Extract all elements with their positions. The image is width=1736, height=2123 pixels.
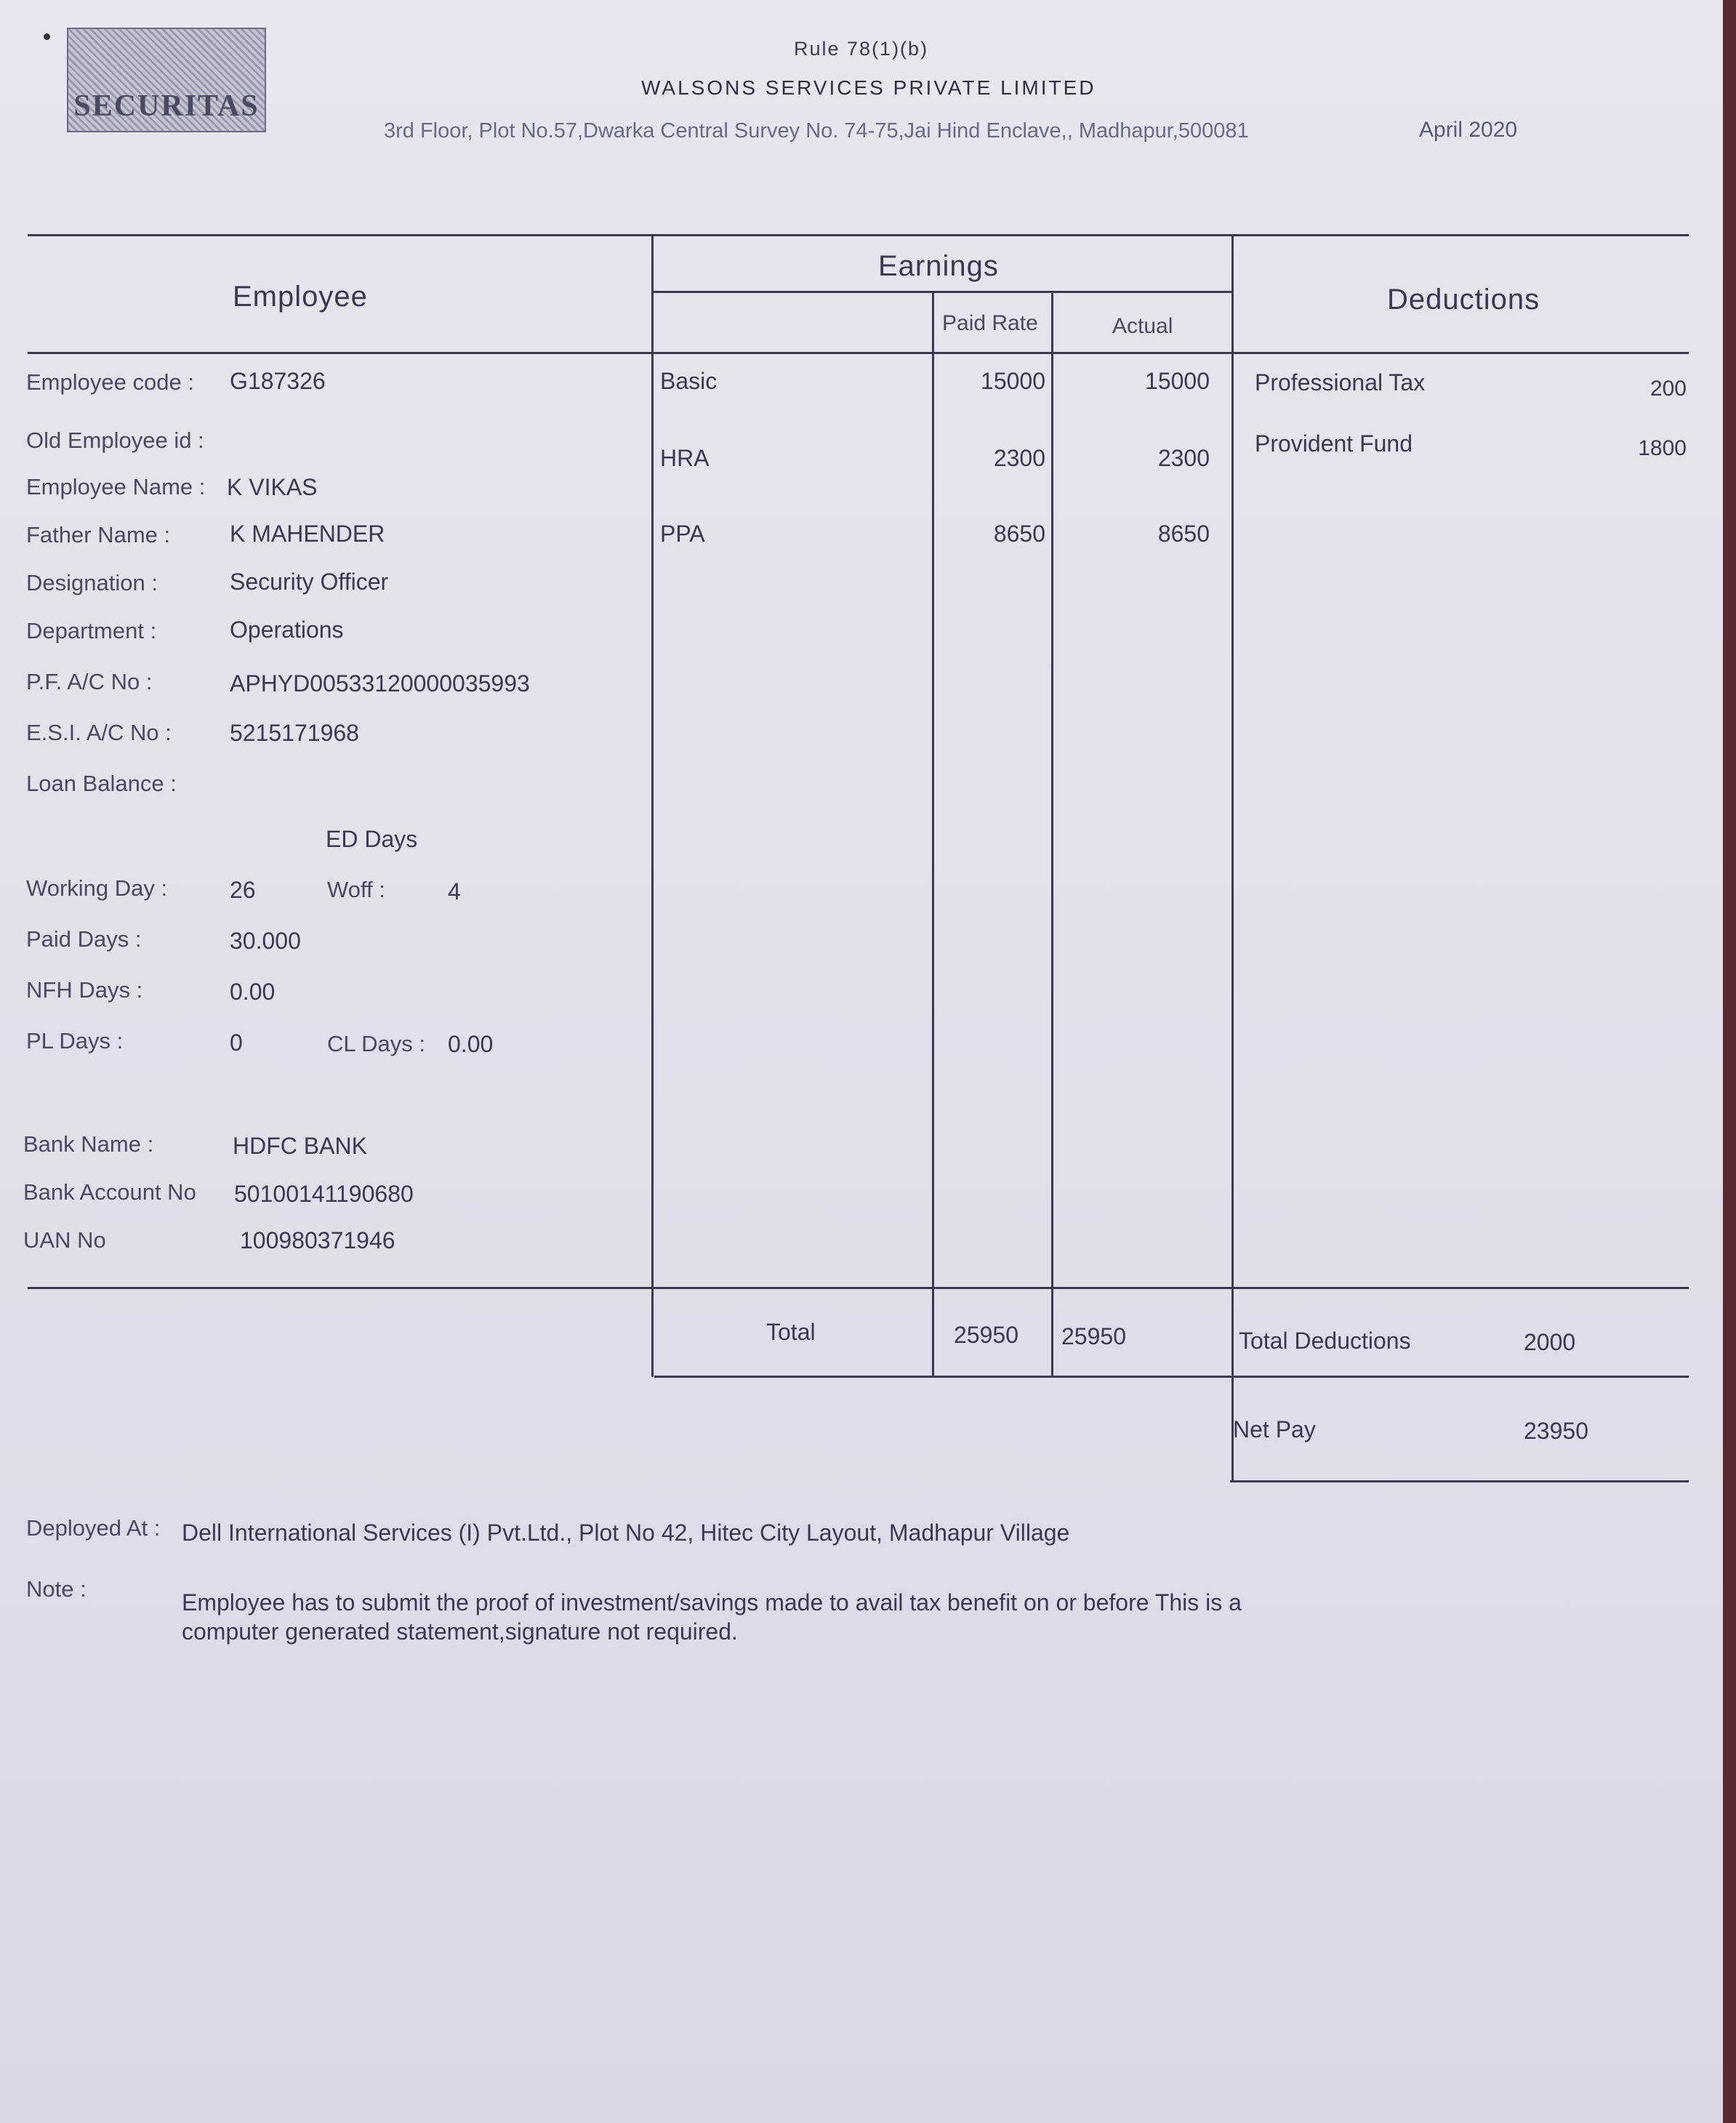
bank-name-value: HDFC BANK <box>233 1133 367 1159</box>
bank-account-label: Bank Account No <box>23 1179 196 1205</box>
esi-account-label: E.S.I. A/C No : <box>26 720 172 745</box>
bullet-mark <box>44 33 50 40</box>
earning-rate-ppa: 8650 <box>993 521 1045 547</box>
total-paid-rate: 25950 <box>954 1322 1018 1348</box>
working-day-label: Working Day : <box>26 875 168 901</box>
father-name-value: K MAHENDER <box>230 521 385 547</box>
earnings-deductions-divider <box>1231 234 1234 1482</box>
cl-days-label: CL Days : <box>327 1031 425 1056</box>
securitas-logo <box>67 28 266 132</box>
total-actual: 25950 <box>1061 1323 1126 1349</box>
rate-actual-divider <box>1051 291 1053 1377</box>
pay-period: April 2020 <box>1419 118 1518 142</box>
employee-earnings-divider <box>651 234 654 1377</box>
table-top-border <box>28 234 1689 236</box>
old-employee-id-label: Old Employee id : <box>26 428 204 453</box>
esi-account-value: 5215171968 <box>230 720 359 746</box>
note-line-2: computer generated statement,signature not required. <box>182 1618 738 1645</box>
label-rate-divider <box>932 291 934 1377</box>
actual-header: Actual <box>1112 314 1173 338</box>
deductions-column-header: Deductions <box>1387 284 1540 316</box>
woff-label: Woff : <box>327 877 385 902</box>
designation-label: Designation : <box>26 570 158 595</box>
paid-days-label: Paid Days : <box>26 926 142 952</box>
net-pay-value: 23950 <box>1524 1418 1588 1444</box>
employee-name-value: K VIKAS <box>227 474 318 500</box>
working-day-value: 26 <box>230 877 256 903</box>
total-deductions-value: 2000 <box>1524 1329 1576 1355</box>
bank-name-label: Bank Name : <box>23 1131 154 1157</box>
earning-rate-basic: 15000 <box>981 368 1045 394</box>
logo-text: SECURITAS <box>73 89 260 123</box>
company-address: 3rd Floor, Plot No.57,Dwarka Central Survey No. 74-75,Jai Hind Enclave,, Madhapur,500081 <box>384 119 1249 143</box>
pl-days-value: 0 <box>230 1030 243 1056</box>
totals-bottom-border <box>654 1376 1689 1378</box>
note-line-1: Employee has to submit the proof of investment/savings made to avail tax benefit on or before This is a <box>182 1589 1242 1616</box>
earning-rate-hra: 2300 <box>993 445 1045 471</box>
earnings-column-header: Earnings <box>878 250 999 282</box>
employee-column-header: Employee <box>233 281 368 313</box>
deduction-label-professional-tax: Professional Tax <box>1255 369 1426 396</box>
header-bottom-border <box>28 352 1689 354</box>
employee-code-value: G187326 <box>230 368 326 394</box>
department-value: Operations <box>230 617 344 643</box>
earnings-header-divider <box>651 291 1233 293</box>
rule-reference: Rule 78(1)(b) <box>794 38 929 60</box>
earning-actual-hra: 2300 <box>1157 445 1210 471</box>
earning-label-ppa: PPA <box>660 521 705 547</box>
pf-account-label: P.F. A/C No : <box>26 669 153 694</box>
deduction-amount-provident-fund: 1800 <box>1638 436 1687 460</box>
designation-value: Security Officer <box>230 569 389 595</box>
earning-actual-ppa: 8650 <box>1157 521 1210 547</box>
loan-balance-label: Loan Balance : <box>26 771 177 796</box>
cl-days-value: 0.00 <box>448 1031 494 1057</box>
pf-account-value: APHYD00533120000035993 <box>230 670 530 697</box>
pl-days-label: PL Days : <box>26 1028 124 1054</box>
deployed-at-label: Deployed At : <box>26 1515 161 1541</box>
nfh-days-value: 0.00 <box>230 979 276 1005</box>
ed-days-heading: ED Days <box>326 826 418 852</box>
father-name-label: Father Name : <box>26 522 171 547</box>
net-pay-label: Net Pay <box>1233 1416 1316 1442</box>
uan-value: 100980371946 <box>240 1227 395 1253</box>
paid-days-value: 30.000 <box>230 928 301 954</box>
woff-value: 4 <box>448 878 461 904</box>
deduction-label-provident-fund: Provident Fund <box>1255 430 1413 457</box>
earning-actual-basic: 15000 <box>1145 368 1210 394</box>
employee-name-label: Employee Name : <box>26 474 206 499</box>
total-deductions-label: Total Deductions <box>1239 1328 1411 1354</box>
employee-code-label: Employee code : <box>26 369 194 395</box>
net-pay-bottom-border <box>1230 1480 1689 1482</box>
bank-account-value: 50100141190680 <box>234 1181 414 1207</box>
earning-label-hra: HRA <box>660 445 710 471</box>
deployed-at-value: Dell International Services (I) Pvt.Ltd., Plot No 42, Hitec City Layout, Madhapur Village <box>182 1520 1070 1546</box>
nfh-days-label: NFH Days : <box>26 977 143 1003</box>
paid-rate-header: Paid Rate <box>942 311 1038 335</box>
department-label: Department : <box>26 618 157 643</box>
earning-label-basic: Basic <box>660 368 718 394</box>
note-label: Note : <box>26 1576 87 1602</box>
total-label: Total <box>766 1319 816 1345</box>
company-name: WALSONS SERVICES PRIVATE LIMITED <box>641 76 1096 99</box>
body-bottom-border <box>28 1287 1689 1289</box>
deduction-amount-professional-tax: 200 <box>1649 377 1687 401</box>
uan-label: UAN No <box>23 1227 106 1253</box>
